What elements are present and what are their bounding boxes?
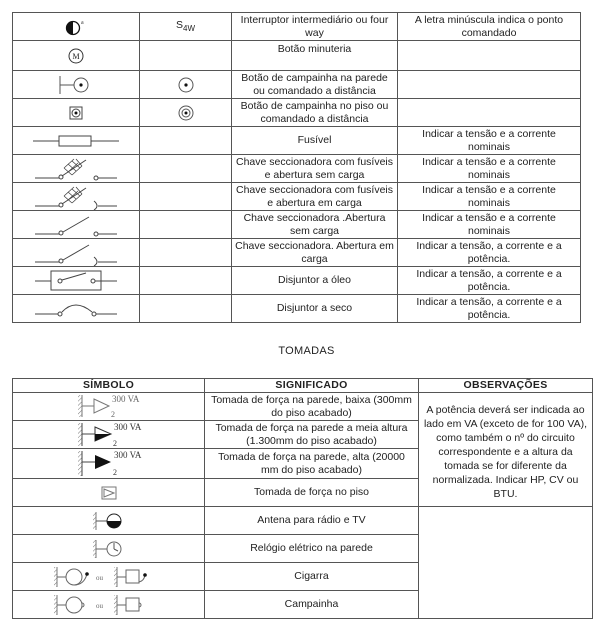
symbol-cell	[13, 295, 140, 323]
symbol-cell	[13, 563, 205, 591]
code-cell	[140, 239, 232, 267]
note-cell	[398, 71, 581, 99]
mid-wall-outlet-icon	[69, 421, 149, 448]
symbol-cell	[13, 127, 140, 155]
table-row	[13, 183, 581, 211]
dry-breaker-icon	[31, 297, 121, 321]
header-symbol: SÍMBOLO	[13, 379, 205, 393]
power-label: 300 VA	[113, 450, 141, 460]
symbol-cell	[13, 211, 140, 239]
code-cell	[140, 155, 232, 183]
symbol-letter: M	[72, 51, 80, 61]
minuteria-button-icon	[66, 46, 86, 66]
code-cell	[140, 183, 232, 211]
table-row	[13, 71, 581, 99]
meaning-cell: Tomada de força no piso	[205, 479, 419, 507]
table-row	[13, 393, 593, 421]
fused-switch-no-load-icon	[31, 156, 121, 182]
meaning-cell: Tomada de força na parede, alta (20000 mm do piso acabado)	[205, 449, 419, 479]
meaning-cell: Antena para rádio e TV	[205, 507, 419, 535]
circuit-label: 2	[112, 468, 117, 477]
note-cell: Indicar a tensão e a corrente nominais	[398, 211, 581, 239]
table-row	[13, 267, 581, 295]
code-sub: 4W	[183, 23, 195, 33]
bell-icon	[44, 593, 174, 617]
oil-breaker-icon	[31, 269, 121, 293]
code-cell	[140, 71, 232, 99]
power-label: 300 VA	[113, 422, 141, 432]
table-row	[13, 211, 581, 239]
symbol-cell	[13, 507, 205, 535]
switch-no-load-icon	[31, 212, 121, 238]
circuit-label: 2	[110, 410, 115, 419]
symbol-cell	[13, 535, 205, 563]
meaning-cell: Interruptor intermediário ou four way	[232, 13, 398, 41]
observations-cell: A potência deverá ser indicada ao lado em VA (exceto de for 100 VA), como também o nº do circuito correspondente e a altura da tomada se for diferente da normalizada. Indicar HP, CV ou BTU.	[419, 393, 593, 507]
wall-clock-icon	[89, 538, 129, 560]
power-label: 300 VA	[111, 394, 139, 404]
symbol-cell	[13, 421, 205, 449]
meaning-cell: Disjuntor a óleo	[232, 267, 398, 295]
table-row	[13, 127, 581, 155]
meaning-cell: Disjuntor a seco	[232, 295, 398, 323]
table-row	[13, 99, 581, 127]
symbol-cell	[13, 183, 140, 211]
table-row	[13, 155, 581, 183]
code-cell	[140, 99, 232, 127]
outlets-table	[12, 378, 593, 619]
symbol-cell	[13, 479, 205, 507]
interruptor-four-way-icon	[61, 17, 91, 37]
buzzer-icon	[44, 565, 174, 589]
note-cell: Indicar a tensão e a corrente nominais	[398, 155, 581, 183]
table-row	[13, 507, 593, 535]
code-main: S	[175, 18, 183, 31]
antenna-outlet-icon	[89, 511, 129, 531]
header-observations: OBSERVAÇÕES	[419, 379, 593, 393]
symbol-letter: a	[81, 19, 84, 26]
circuit-label: 2	[112, 439, 117, 448]
header-row	[13, 379, 593, 393]
meaning-cell: Tomada de força na parede a meia altura (1.300mm do piso acabado)	[205, 421, 419, 449]
code-cell	[140, 267, 232, 295]
meaning-cell: Relógio elétrico na parede	[205, 535, 419, 563]
meaning-cell: Tomada de força na parede, baixa (300mm do piso acabado)	[205, 393, 419, 421]
symbol-cell	[13, 155, 140, 183]
meaning-cell: Botão de campainha no piso ou comandado a distância	[232, 99, 398, 127]
symbol-cell	[13, 13, 140, 41]
code-cell	[140, 127, 232, 155]
note-cell	[398, 41, 581, 71]
note-cell: Indicar a tensão e a corrente nominais	[398, 183, 581, 211]
note-cell: Indicar a tensão e a corrente nominais	[398, 127, 581, 155]
section-title: TOMADAS	[278, 345, 335, 357]
symbol-cell	[13, 41, 140, 71]
wall-bell-button-icon	[56, 74, 96, 96]
or-label: ou	[95, 573, 103, 582]
fuse-icon	[31, 134, 121, 148]
table-row	[13, 13, 581, 41]
or-label: ou	[95, 601, 103, 610]
note-cell: Indicar a tensão, a corrente e a potência.	[398, 295, 581, 323]
table-row	[13, 239, 581, 267]
remote-bell-button-icon	[176, 75, 196, 95]
high-wall-outlet-icon	[69, 449, 149, 478]
meaning-cell: Chave seccionadora. Abertura em carga	[232, 239, 398, 267]
meaning-cell: Chave seccionadora com fusíveis e abertura em carga	[232, 183, 398, 211]
code-cell	[140, 211, 232, 239]
fused-switch-load-icon	[31, 184, 121, 210]
code-cell	[140, 295, 232, 323]
symbol-cell	[13, 591, 205, 619]
observations-empty-cell	[419, 507, 593, 619]
remote-floor-bell-icon	[176, 103, 196, 123]
note-cell: Indicar a tensão, a corrente e a potência.	[398, 267, 581, 295]
table-row	[13, 41, 581, 71]
header-meaning: SIGNIFICADO	[205, 379, 419, 393]
meaning-cell: Botão minuteria	[232, 41, 398, 71]
note-cell: Indicar a tensão, a corrente e a potência.	[398, 239, 581, 267]
symbol-cell	[13, 449, 205, 479]
meaning-cell: Campainha	[205, 591, 419, 619]
symbol-cell	[13, 267, 140, 295]
meaning-cell: Chave seccionadora com fusíveis e abertura sem carga	[232, 155, 398, 183]
meaning-cell: Cigarra	[205, 563, 419, 591]
floor-bell-button-icon	[66, 103, 86, 123]
low-wall-outlet-icon	[69, 393, 149, 420]
switch-load-icon	[31, 240, 121, 266]
symbol-cell	[13, 239, 140, 267]
floor-outlet-icon	[99, 485, 119, 501]
code-cell	[140, 13, 232, 41]
meaning-cell: Botão de campainha na parede ou comandado a distância	[232, 71, 398, 99]
note-cell: A letra minúscula indica o ponto comandado	[398, 13, 581, 41]
meaning-cell: Chave seccionadora .Abertura sem carga	[232, 211, 398, 239]
note-cell	[398, 99, 581, 127]
symbols-table	[12, 12, 581, 323]
table-row	[13, 295, 581, 323]
meaning-cell: Fusível	[232, 127, 398, 155]
code-cell	[140, 41, 232, 71]
symbol-cell	[13, 71, 140, 99]
symbol-cell	[13, 99, 140, 127]
symbol-cell	[13, 393, 205, 421]
